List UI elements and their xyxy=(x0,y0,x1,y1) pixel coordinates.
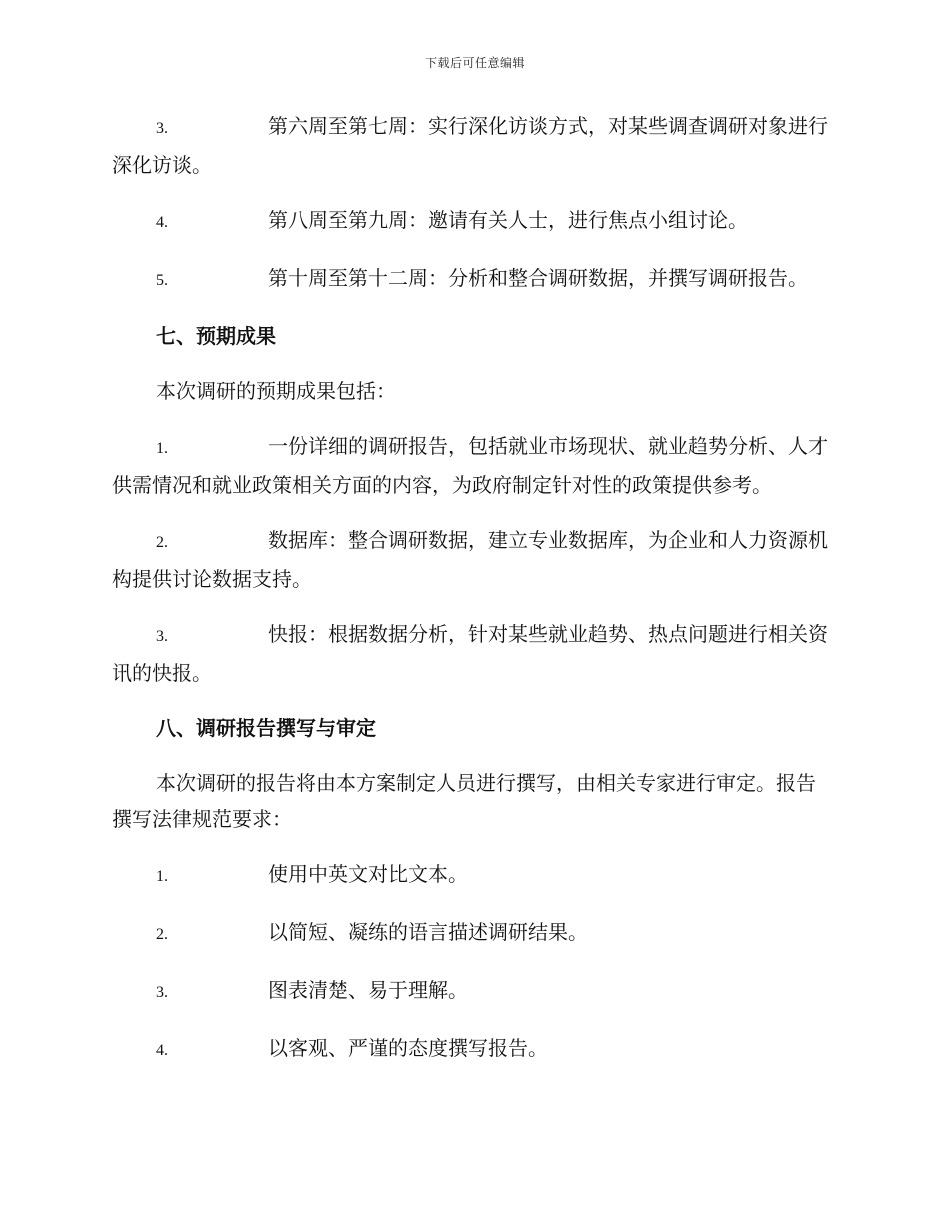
item-number: 4. xyxy=(156,1042,168,1059)
item-text: 使用中英文对比文本。 xyxy=(268,862,468,886)
item-text: 第六周至第七周：实行深化访谈方式，对某些调查调研对象进行深化访谈。 xyxy=(112,114,828,177)
item-number: 1. xyxy=(156,440,168,457)
item-text: 以简短、凝练的语言描述调研结果。 xyxy=(268,920,588,944)
item-text: 图表清楚、易于理解。 xyxy=(268,978,468,1002)
item-text: 以客观、严谨的态度撰写报告。 xyxy=(268,1036,548,1060)
item-text: 快报：根据数据分析，针对某些就业趋势、热点问题进行相关资讯的快报。 xyxy=(112,622,828,685)
item-number: 3. xyxy=(156,120,168,137)
section-heading-report-writing: 八、调研报告撰写与审定 xyxy=(156,716,376,740)
section-intro: 本次调研的预期成果包括： xyxy=(156,379,396,403)
section-intro: 本次调研的报告将由本方案制定人员进行撰写，由相关专家进行审定。报告撰写法律规范要求： xyxy=(112,771,816,831)
schedule-item xyxy=(112,108,834,183)
item-number: 3. xyxy=(156,984,168,1001)
item-number: 3. xyxy=(156,628,168,645)
list-item xyxy=(112,856,834,895)
list-item xyxy=(112,1030,834,1069)
item-number: 4. xyxy=(156,214,168,231)
item-text: 第十周至第十二周：分析和整合调研数据，并撰写调研报告。 xyxy=(268,266,808,290)
document-body xyxy=(112,108,834,1088)
schedule-item xyxy=(112,202,834,241)
item-number: 2. xyxy=(156,926,168,943)
item-text: 数据库：整合调研数据，建立专业数据库，为企业和人力资源机构提供讨论数据支持。 xyxy=(112,528,828,591)
schedule-item xyxy=(112,260,834,299)
item-number: 1. xyxy=(156,868,168,885)
page-header: 下载后可任意编辑 xyxy=(424,56,525,70)
section-heading-expected-results: 七、预期成果 xyxy=(156,324,276,348)
list-item xyxy=(112,616,834,691)
list-item xyxy=(112,522,834,597)
list-item xyxy=(112,428,834,503)
item-text: 一份详细的调研报告，包括就业市场现状、就业趋势分析、人才供需情况和就业政策相关方面的内容，为政府制定针对性的政策提供参考。 xyxy=(112,434,828,497)
item-number: 2. xyxy=(156,534,168,551)
list-item xyxy=(112,972,834,1011)
item-number: 5. xyxy=(156,272,168,289)
list-item xyxy=(112,914,834,953)
item-text: 第八周至第九周：邀请有关人士，进行焦点小组讨论。 xyxy=(268,208,748,232)
